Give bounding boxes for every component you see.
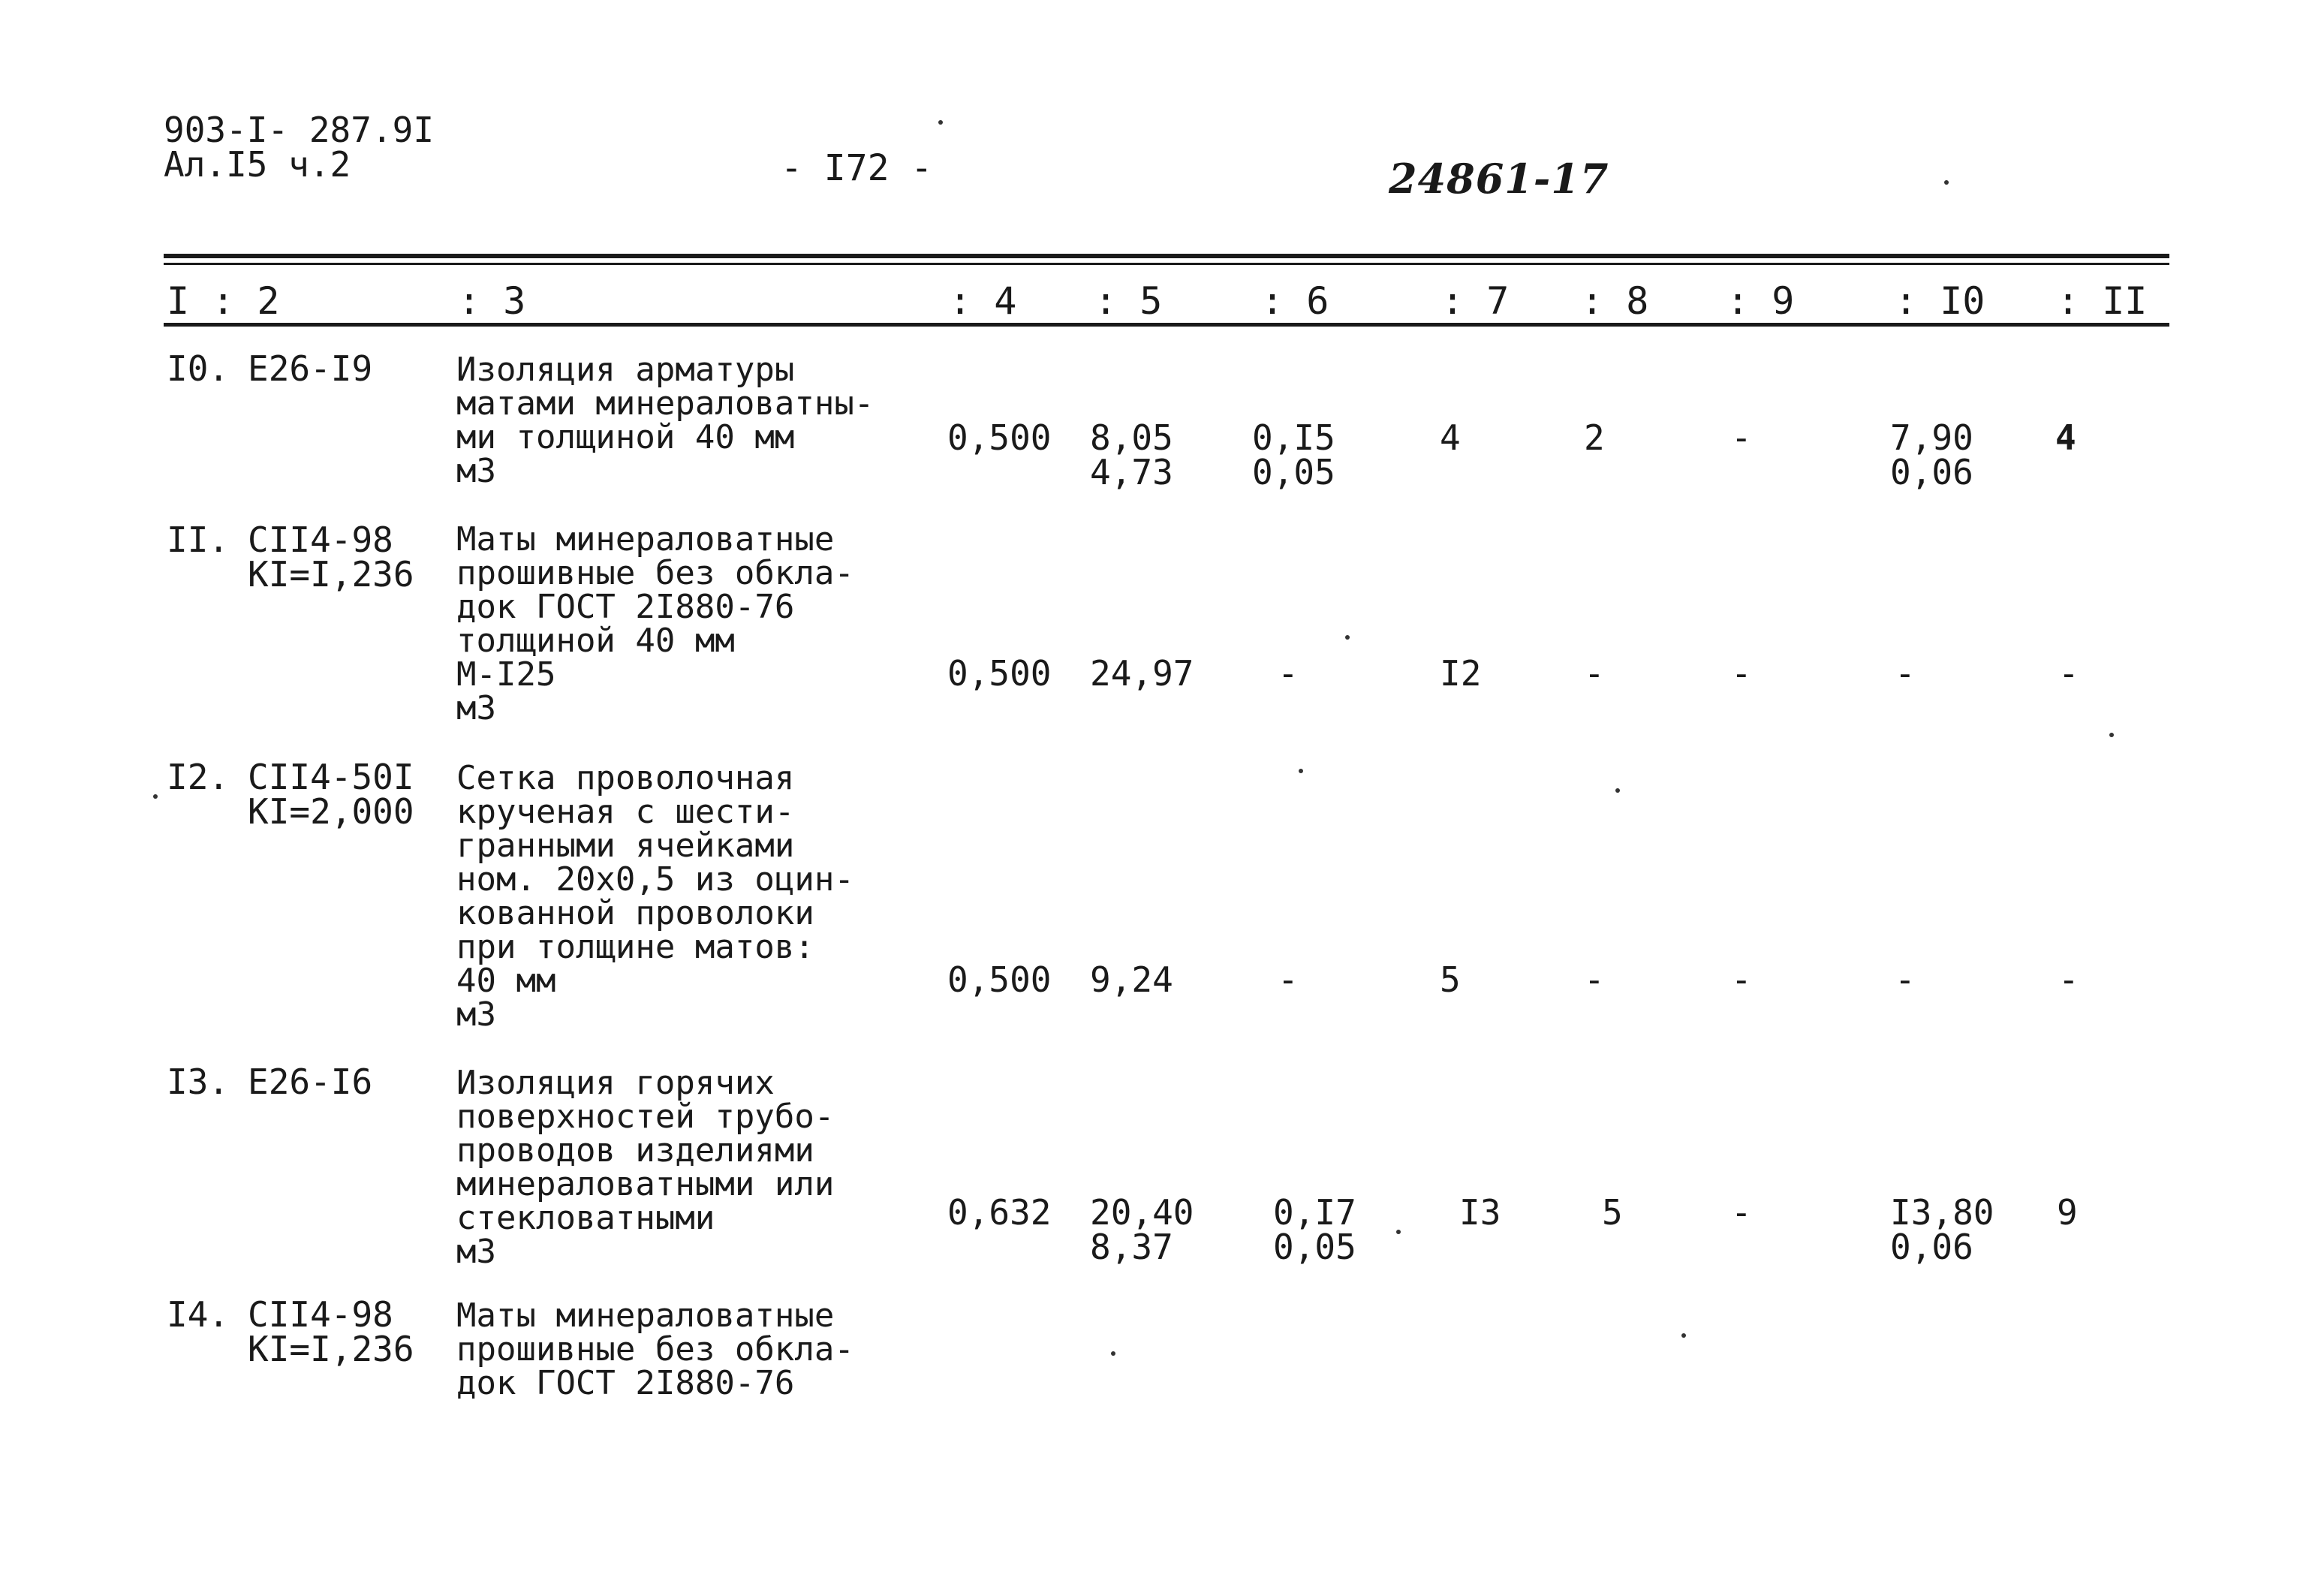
cell-value: 0,06 [1890, 452, 1973, 492]
description-line: Маты минераловатные [456, 520, 835, 559]
col-header-6: : 6 [1261, 279, 1329, 323]
row-code-line: CII4-98 [248, 519, 393, 560]
document-code-line1: 903-I- 287.9I [164, 110, 435, 150]
handwritten-number: 24861-17 [1389, 155, 1609, 203]
cell-col9: - [1731, 1192, 1752, 1233]
description-line: прошивные без обкла- [456, 554, 854, 592]
cell-value: - [1278, 959, 1299, 1000]
scan-speck [1944, 180, 1949, 185]
cell-col7: I3 [1459, 1192, 1501, 1233]
row-code-line: CII4-50I [248, 757, 414, 797]
cell-col8: - [1584, 959, 1605, 1000]
row-code [248, 348, 373, 389]
scan-speck [1299, 769, 1303, 773]
description-line: гранными ячейками [456, 827, 795, 865]
cell-value: 9,24 [1090, 959, 1173, 1000]
cell-col9: - [1731, 417, 1752, 458]
cell-value: 0,05 [1252, 452, 1335, 492]
row-code [248, 519, 414, 595]
cell-value: 8,05 [1090, 417, 1173, 458]
description-line: кованной проволоки [456, 894, 814, 932]
cell-value: 24,97 [1090, 653, 1194, 694]
row-code-line: KI=2,000 [248, 791, 414, 832]
col-header-3: : 3 [458, 279, 526, 323]
description-line: Сетка проволочная [456, 759, 795, 797]
description-line: при толщине матов: [456, 928, 814, 966]
cell-col4: 0,500 [947, 417, 1052, 458]
cell-col7: 4 [1440, 417, 1461, 458]
col-header-5: : 5 [1094, 279, 1163, 323]
description-line: Изоляция арматуры [456, 351, 795, 389]
cell-value: 8,37 [1090, 1227, 1173, 1267]
description-line: док ГОСТ 2I880-76 [456, 1364, 795, 1402]
row-description [456, 1066, 834, 1269]
cell-value: I3,80 [1890, 1192, 1994, 1233]
description-line: проводов изделиями [456, 1131, 814, 1170]
col-header-7: : 7 [1441, 279, 1510, 323]
row-code-line: E26-I9 [248, 348, 373, 389]
col-header-1-2: I : 2 [167, 279, 280, 323]
cell-col7: I2 [1440, 653, 1482, 694]
cell-col8: 2 [1584, 417, 1605, 458]
cell-col11: - [2058, 653, 2079, 694]
description-line: м3 [456, 995, 496, 1034]
description-line: ном. 20x0,5 из оцин- [456, 860, 854, 899]
row-code-line: CII4-98 [248, 1294, 393, 1335]
cell-value: 0,I7 [1273, 1192, 1356, 1233]
row-number: I0. [167, 348, 230, 389]
description-line: м3 [456, 1233, 496, 1271]
row-code [248, 1294, 414, 1369]
description-line: док ГОСТ 2I880-76 [456, 588, 795, 626]
document-code-line2: Ал.I5 ч.2 [164, 144, 351, 185]
cell-col6 [1273, 1192, 1356, 1267]
cell-col6 [1278, 653, 1299, 694]
description-line: ми толщиной 40 мм [456, 418, 795, 456]
description-line: матами минераловатны- [456, 384, 875, 423]
cell-col5 [1090, 959, 1173, 1000]
description-line: толщиной 40 мм [456, 622, 735, 660]
cell-col9: - [1731, 959, 1752, 1000]
col-header-11: : II [2057, 279, 2148, 323]
page-number: - I72 - [781, 147, 933, 189]
cell-value: 0,I5 [1252, 417, 1335, 458]
cell-col4: 0,632 [947, 1192, 1052, 1233]
cell-value: - [1895, 959, 1916, 1000]
cell-col5 [1090, 653, 1194, 694]
document-code [164, 110, 435, 185]
col-header-10: : I0 [1895, 279, 1985, 323]
description-line: Маты минераловатные [456, 1296, 835, 1335]
top-rule [164, 254, 2169, 258]
scan-speck [938, 120, 943, 125]
row-number: II. [167, 519, 230, 560]
cell-col4: 0,500 [947, 653, 1052, 694]
cell-value: 4,73 [1090, 452, 1173, 492]
cell-col11: 9 [2057, 1192, 2078, 1233]
description-line: крученая с шести- [456, 793, 795, 831]
scan-speck [1615, 788, 1620, 793]
col-header-4: : 4 [949, 279, 1017, 323]
cell-col6 [1252, 417, 1335, 492]
cell-col10 [1890, 1192, 1994, 1267]
cell-col7: 5 [1440, 959, 1461, 1000]
cell-col10 [1895, 959, 1916, 1000]
scan-speck [153, 794, 158, 799]
row-code-line: KI=I,236 [248, 554, 414, 595]
row-code-line: E26-I6 [248, 1061, 373, 1102]
row-number: I4. [167, 1294, 230, 1335]
scan-speck [1681, 1333, 1686, 1338]
scan-speck [1111, 1351, 1115, 1356]
cell-col4: 0,500 [947, 959, 1052, 1000]
cell-value: 7,90 [1890, 417, 1973, 458]
cell-col5 [1090, 1192, 1194, 1267]
row-code-line: KI=I,236 [248, 1329, 414, 1369]
cell-col11: - [2058, 959, 2079, 1000]
description-line: м3 [456, 689, 496, 727]
description-line: поверхностей трубо- [456, 1098, 835, 1136]
row-code [248, 1061, 373, 1102]
scan-speck [2109, 733, 2114, 737]
cell-col11: 4 [2055, 417, 2076, 458]
row-description [456, 353, 874, 488]
cell-value: 0,06 [1890, 1227, 1973, 1267]
description-line: Изоляция горячих [456, 1064, 775, 1102]
row-code [248, 757, 414, 832]
description-line: минераловатными или [456, 1165, 835, 1203]
row-number: I3. [167, 1061, 230, 1102]
cell-value: - [1895, 653, 1916, 694]
row-number: I2. [167, 757, 230, 797]
cell-col9: - [1731, 653, 1752, 694]
cell-col8: - [1584, 653, 1605, 694]
scan-speck [1345, 635, 1350, 640]
cell-col10 [1890, 417, 1973, 492]
cell-value: 20,40 [1090, 1192, 1194, 1233]
description-line: м3 [456, 452, 496, 490]
description-line: прошивные без обкла- [456, 1330, 854, 1369]
description-line: 40 мм [456, 962, 556, 1000]
row-description [456, 1296, 854, 1402]
description-line: стекловатными [456, 1199, 715, 1237]
col-header-9: : 9 [1726, 279, 1795, 323]
cell-col6 [1278, 959, 1299, 1000]
cell-col5 [1090, 417, 1173, 492]
cell-value: - [1278, 653, 1299, 694]
cell-value: 0,05 [1273, 1227, 1356, 1267]
description-line: М-I25 [456, 655, 556, 694]
col-header-8: : 8 [1581, 279, 1649, 323]
header-rule [164, 323, 2169, 327]
top-rule-thin [164, 263, 2169, 265]
cell-col10 [1895, 653, 1916, 694]
row-description [456, 759, 854, 1034]
cell-col8: 5 [1602, 1192, 1623, 1233]
scan-speck [1396, 1230, 1401, 1234]
row-description [456, 522, 854, 725]
